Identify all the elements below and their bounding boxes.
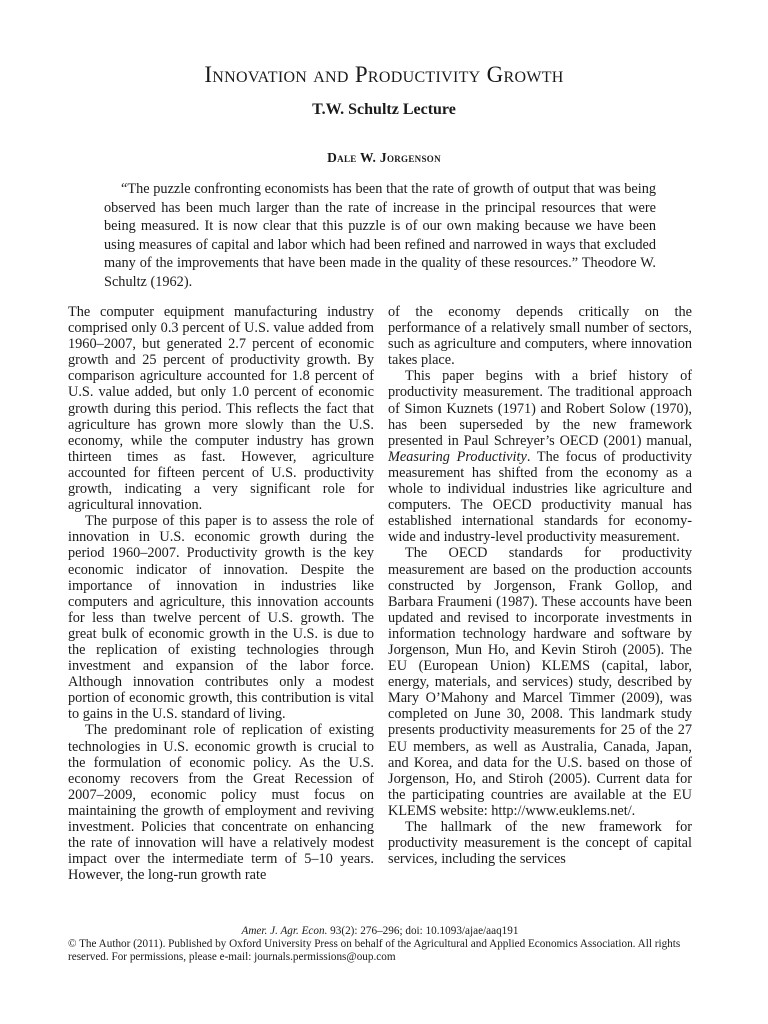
book-title: Measuring Productivity — [388, 448, 527, 465]
page-footer — [68, 925, 692, 964]
body-paragraph-continued: of the economy depends critically on the performance of a relatively small number of sectors, such as agriculture and computers, where innovation takes place. — [388, 304, 692, 369]
paper-title: Innovation and Productivity Growth — [204, 62, 564, 87]
copyright-notice: © The Author (2011). Published by Oxford University Press on behalf of the Agricultural and Applied Economics Association. All rights reserved. For permissions, please e-mail: journals.permissions@oup.com — [68, 938, 681, 963]
author-name: Dale W. Jorgenson — [327, 150, 441, 165]
body-column-right — [388, 304, 692, 867]
body-paragraph: The OECD standards for productivity measurement are based on the production accounts constructed by Jorgenson, Frank Gollop, and Barbara Fraumeni (1987). These accounts have been updated and revised to incorporate investments in information technology hardware and software by Jorgenson, Mun Ho, and Kevin Stiroh (2005). The EU (European Union) KLEMS (capital, labor, energy, materials, and services) study, described by Mary O’Mahony and Marcel Timmer (2009), was completed on June 30, 2008. This landmark study presents productivity measurements for 25 of the 27 EU members, as well as Australia, Canada, Japan, and Korea, and data for the U.S. based on those of Jorgenson, Ho, and Stiroh (2005). Current data for the participating countries are available at the EU KLEMS website: http://www.euklems.net/. — [388, 545, 692, 819]
epigraph-quote: “The puzzle confronting economists has been that the rate of growth of output that was being observed has been much larger than the rate of increase in the principal resources that were being measured. It is now clear that this puzzle is of our own making because we have been using measures of capital and labor which had been refined and narrowed in ways that excluded many of the improvements that have been made in the quality of these resources.” Theodore W. Schultz (1962). — [104, 181, 656, 290]
body-text: . The focus of productivity measurement has shifted from the economy as a whole to individual industries like agriculture and computers. The OECD productivity manual has established international standards for economy-wide and industry-level productivity measurement. — [388, 448, 692, 546]
body-text: This paper begins with a brief history of productivity measurement. The traditional approach of Simon Kuznets (1971) and Robert Solow (1970), has been superseded by the new framework presented in Paul Schreyer’s OECD (2001) manual, — [388, 368, 692, 449]
journal-name: Amer. J. Agr. Econ. — [241, 925, 328, 937]
paper-subtitle: T.W. Schultz Lecture — [312, 101, 456, 118]
body-paragraph: The purpose of this paper is to assess the role of innovation in U.S. economic growth during the period 1960–2007. Productivity growth is the key economic indicator of innovation. Despite the importance of innovation in industries like computers and agriculture, this innovation accounts for less than twelve percent of U.S. growth. The great bulk of economic growth in the U.S. is due to the replication of existing technologies through investment and expansion of the labor force. Although innovation contributes only a modest portion of economic growth, this contribution is vital to gains in the U.S. standard of living. — [68, 513, 374, 723]
journal-citation — [68, 925, 692, 938]
body-paragraph — [388, 368, 692, 545]
body-column-left — [68, 304, 374, 883]
body-paragraph: The hallmark of the new framework for productivity measurement is the concept of capital services, including the services — [388, 819, 692, 868]
citation-details: 93(2): 276–296; doi: 10.1093/ajae/aaq191 — [327, 925, 519, 937]
body-paragraph: The predominant role of replication of existing technologies in U.S. economic growth is crucial to the formulation of economic policy. As the U.S. economy recovers from the Great Recession of 2007–2009, economic policy must focus on maintaining the growth of employment and reviving investment. Policies that concentrate on enhancing the rate of innovation will have a relatively modest impact over the intermediate term of 5–10 years. However, the long-run growth rate — [68, 722, 374, 884]
body-paragraph: The computer equipment manufacturing industry comprised only 0.3 percent of U.S. value added from 1960–2007, but generated 2.7 percent of economic growth and 25 percent of productivity growth. By comparison agriculture accounted for 1.8 percent of U.S. value added, but only 1.0 percent of economic growth during this period. This reflects the fact that agriculture has grown more slowly than the U.S. economy, while the computer industry has grown thirteen times as fast. However, agriculture accounted for fifteen percent of U.S. productivity growth, indicating a very significant role for agricultural innovation. — [68, 304, 374, 514]
